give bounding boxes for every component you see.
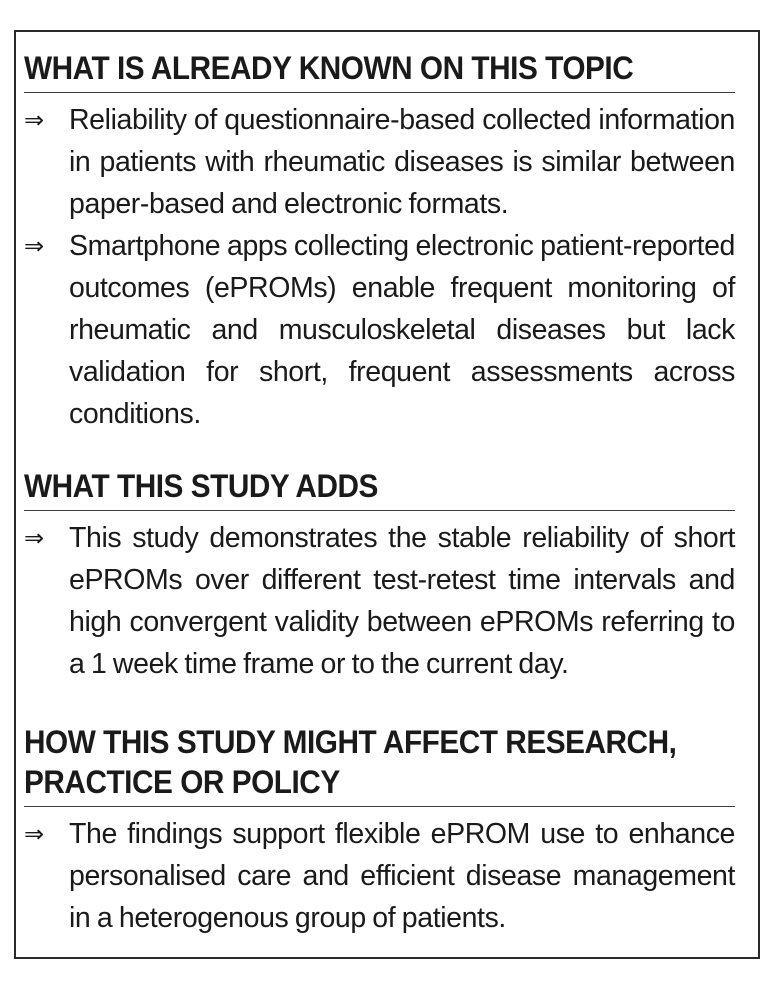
arrow-icon: ⇒ <box>24 106 44 134</box>
bullet-item <box>24 225 735 435</box>
arrow-icon: ⇒ <box>24 232 44 260</box>
bullet-item <box>24 99 735 225</box>
arrow-icon: ⇒ <box>24 820 44 848</box>
section-affect <box>24 722 735 939</box>
section-heading: PRACTICE OR POLICY <box>24 764 340 800</box>
bullet-text: This study demonstrates the stable reliability of short ePROMs over different test-retest time intervals and high convergent validity between ePROMs referring to a 1 week time frame or to the current day. <box>69 522 735 680</box>
bullet-item <box>24 517 735 685</box>
bullet-item <box>24 813 735 939</box>
arrow-icon: ⇒ <box>24 524 44 552</box>
section-adds <box>24 466 735 685</box>
bullet-text: Smartphone apps collecting electronic patient-reported outcomes (ePROMs) enable frequent monitoring of rheumatic and musculoskeletal diseases but lack validation for short, frequent assessments across conditions. <box>69 230 735 430</box>
section-heading: WHAT THIS STUDY ADDS <box>24 468 378 504</box>
section-heading: WHAT IS ALREADY KNOWN ON THIS TOPIC <box>24 50 634 86</box>
bullet-text: The findings support flexible ePROM use to enhance personalised care and efficient disease management in a heterogenous group of patients. <box>69 818 735 934</box>
section-heading: HOW THIS STUDY MIGHT AFFECT RESEARCH, <box>24 724 677 760</box>
section-known <box>24 48 735 435</box>
bullet-text: Reliability of questionnaire-based collected information in patients with rheumatic diseases is similar between paper-based and electronic formats. <box>69 104 735 220</box>
